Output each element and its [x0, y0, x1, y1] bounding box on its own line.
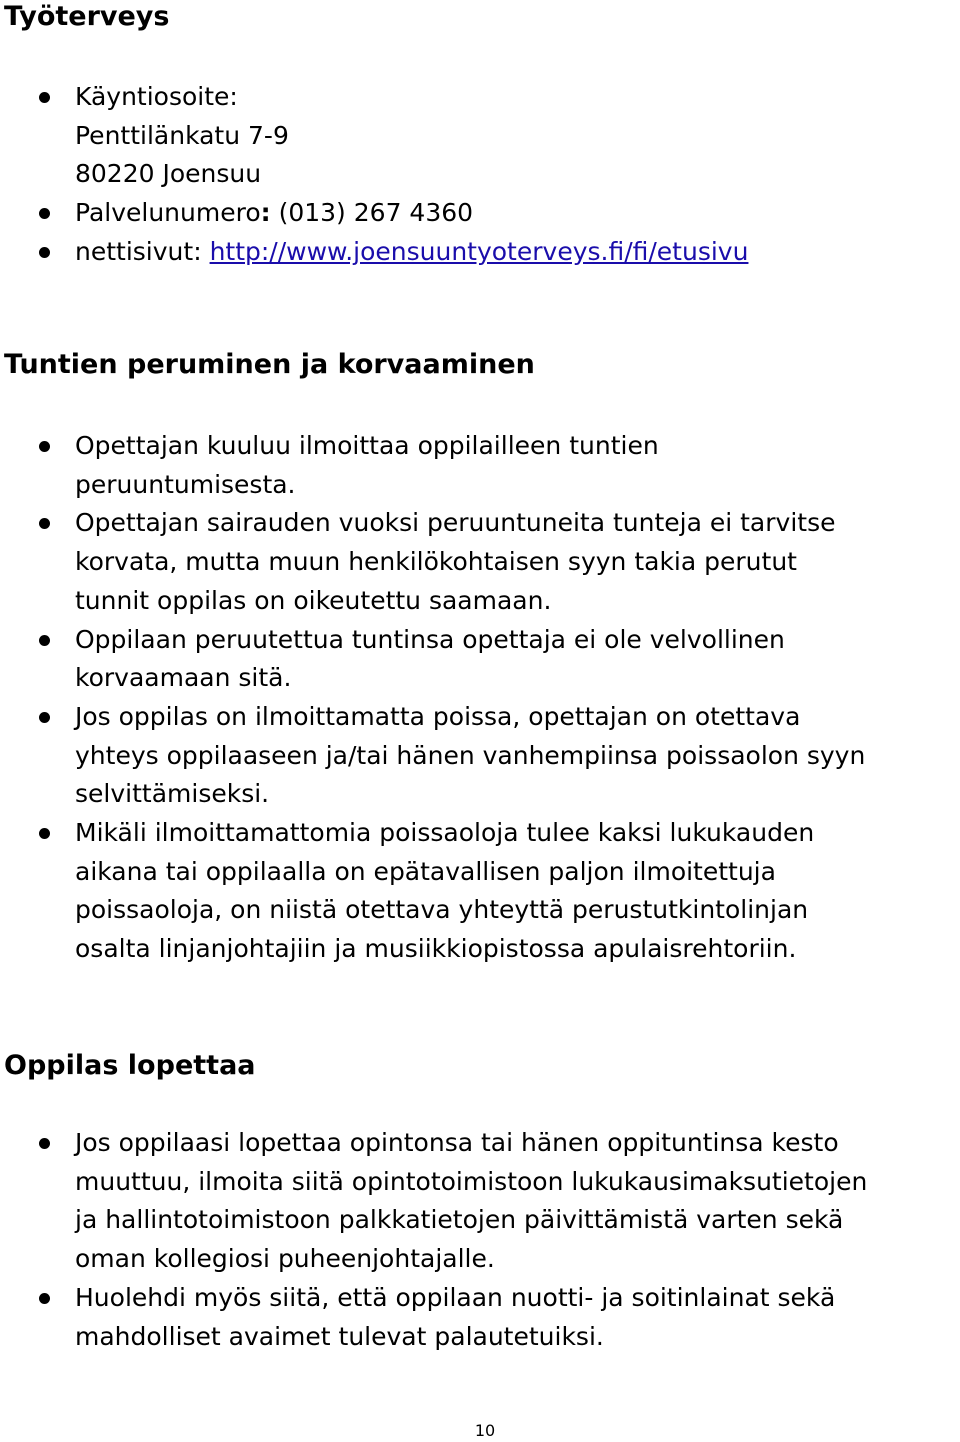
phone-colon: :: [260, 198, 271, 228]
bullet-icon: [39, 1138, 50, 1149]
list-item-line: muuttuu, ilmoita siitä opintotoimistoon lukukausimaksutietojen: [75, 1166, 868, 1196]
list-item: [0, 427, 960, 504]
list-item: [0, 1279, 960, 1356]
bullet-icon: [39, 518, 50, 529]
list-item: [0, 698, 960, 814]
list-item-line: Oppilaan peruutettua tuntinsa opettaja ei ole velvollinen: [75, 624, 785, 654]
cancellation-list: [0, 427, 960, 969]
list-item: [0, 504, 960, 620]
list-item-line: poissaoloja, on niistä otettava yhteyttä perustutkintolinjan: [75, 895, 809, 925]
list-item-line: selvittämiseksi.: [75, 779, 270, 809]
list-item-phone: [0, 194, 960, 233]
list-item-website: [0, 233, 960, 272]
address-label: Käyntiosoite:: [75, 82, 238, 111]
list-item-line: Mikäli ilmoittamattomia poissaoloja tulee kaksi lukukauden: [75, 818, 815, 848]
bullet-icon: [39, 828, 50, 839]
list-item-line: yhteys oppilaaseen ja/tai hänen vanhempiinsa poissaolon syyn: [75, 740, 866, 770]
bullet-icon: [39, 1293, 50, 1304]
list-item: [0, 621, 960, 698]
website-label: nettisivut:: [75, 236, 210, 266]
phone-label: Palvelunumero: [75, 198, 261, 228]
student-quits-list: [0, 1124, 960, 1356]
phone-value: (013) 267 4360: [270, 198, 474, 228]
list-item: [0, 1124, 960, 1279]
list-item-line: korvaamaan sitä.: [75, 663, 292, 693]
list-item-line: Jos oppilaasi lopettaa opintonsa tai hänen oppituntinsa kesto: [75, 1128, 839, 1157]
contact-list: [0, 78, 960, 272]
section-heading-tyoterveys: Työterveys: [4, 1, 170, 32]
website-link[interactable]: http://www.joensuuntyoterveys.fi/fi/etusivu: [209, 236, 749, 266]
list-item-line: Huolehdi myös siitä, että oppilaan nuotti- ja soitinlainat sekä: [75, 1282, 836, 1312]
address-city: 80220 Joensuu: [75, 159, 262, 189]
list-item-line: Opettajan sairauden vuoksi peruuntuneita tunteja ei tarvitse: [75, 508, 836, 538]
bullet-icon: [39, 635, 50, 646]
bullet-icon: [39, 208, 50, 219]
list-item-line: ja hallintotoimistoon palkkatietojen päivittämistä varten sekä: [75, 1205, 844, 1235]
bullet-icon: [39, 247, 50, 258]
list-item-line: Jos oppilas on ilmoittamatta poissa, opettajan on otettava: [75, 701, 801, 731]
list-item: [0, 814, 960, 969]
bullet-icon: [39, 92, 50, 103]
list-item-line: tunnit oppilas on oikeutettu saamaan.: [75, 585, 552, 615]
section-heading-oppilas-lopettaa: Oppilas lopettaa: [4, 1050, 256, 1081]
list-item-line: mahdolliset avaimet tulevat palautetuiksi.: [75, 1321, 604, 1351]
address-street: Penttilänkatu 7-9: [75, 120, 289, 150]
bullet-icon: [39, 441, 50, 452]
list-item-line: korvata, mutta muun henkilökohtaisen syyn takia perutut: [75, 547, 797, 577]
list-item-line: aikana tai oppilaalla on epätavallisen paljon ilmoitettuja: [75, 856, 776, 886]
list-item-line: peruuntumisesta.: [75, 469, 296, 499]
bullet-icon: [39, 712, 50, 723]
list-item-line: oman kollegiosi puheenjohtajalle.: [75, 1244, 495, 1274]
list-item-address: [0, 78, 960, 194]
page-number: 10: [474, 1421, 496, 1440]
section-heading-tuntien-peruminen: Tuntien peruminen ja korvaaminen: [4, 349, 535, 380]
list-item-line: osalta linjanjohtajiin ja musiikkiopistossa apulaisrehtoriin.: [75, 934, 797, 964]
list-item-line: Opettajan kuuluu ilmoittaa oppilailleen tuntien: [75, 431, 659, 460]
